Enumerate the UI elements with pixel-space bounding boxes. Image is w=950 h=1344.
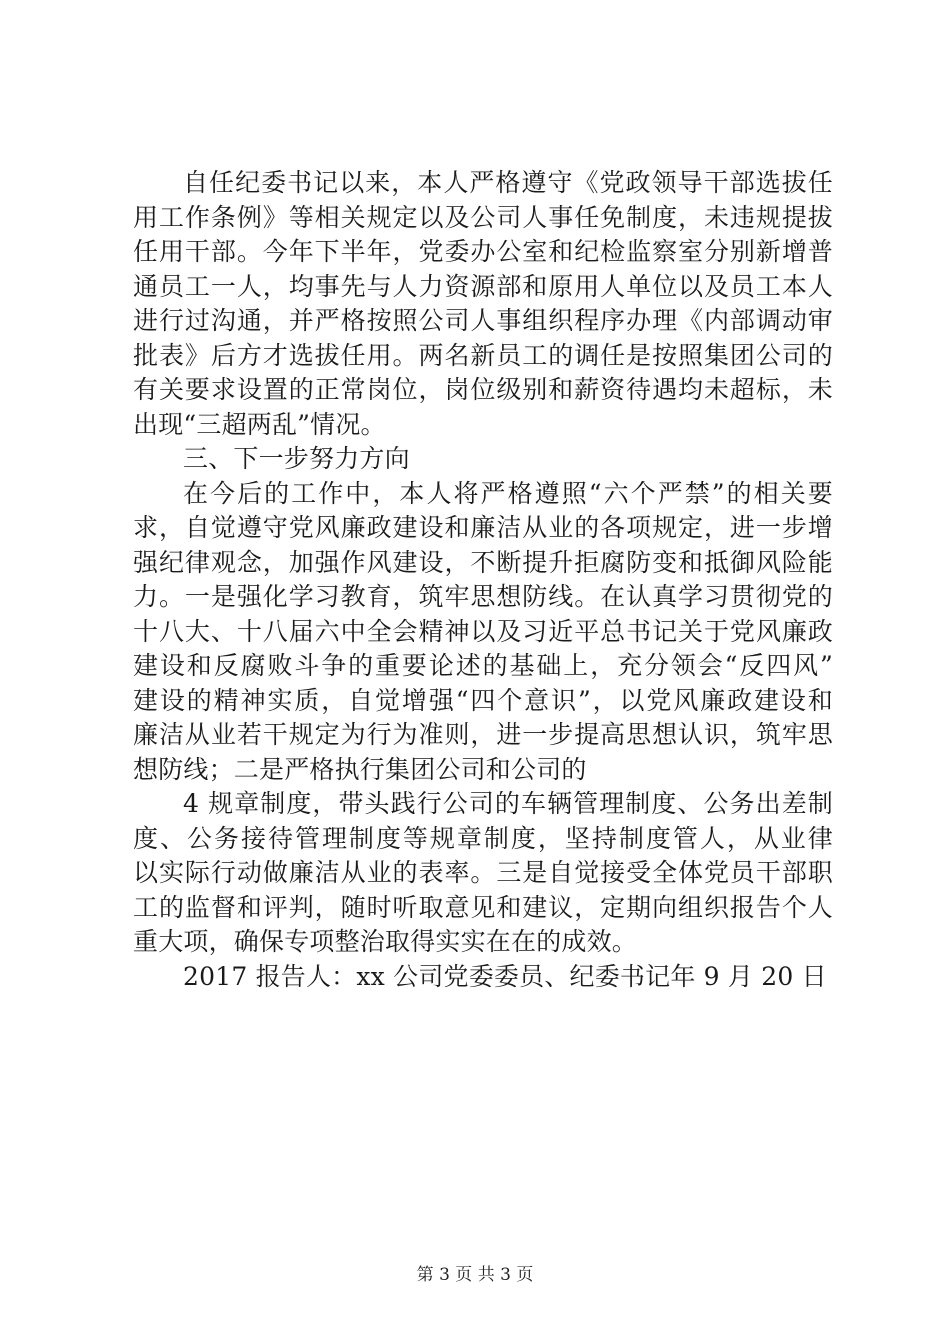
text-line: 想防线；二是严格执行集团公司和公司的 (133, 754, 587, 784)
text-line: 进行过沟通，并严格按照公司人事组织程序办理《内部调动审 (133, 306, 833, 335)
text-line: 任用干部。今年下半年，党委办公室和纪检监察室分别新增普 (133, 237, 833, 266)
document-body (133, 166, 833, 994)
text-line: 批表》后方才选拔任用。两名新员工的调任是按照集团公司的 (133, 340, 833, 370)
text-line: 建设和反腐败斗争的重要论述的基础上，充分领会“反四风” (133, 651, 833, 680)
text-line: 有关要求设置的正常岗位，岗位级别和薪资待遇均未超标，未 (133, 375, 833, 404)
text-line: 求，自觉遵守党风廉政建设和廉洁从业的各项规定，进一步增 (133, 513, 833, 542)
page-footer: 第 3 页 共 3 页 (416, 1265, 534, 1285)
text-line: 建设的精神实质，自觉增强“四个意识”，以党风廉政建设和 (133, 685, 833, 715)
text-line: 在今后的工作中，本人将严格遵照“六个严禁”的相关要 (183, 478, 833, 508)
text-line: 廉洁从业若干规定为行为准则，进一步提高思想认识，筑牢思 (133, 720, 833, 749)
text-line: 力。一是强化学习教育，筑牢思想防线。在认真学习贯彻党的 (133, 582, 833, 611)
text-line: 通员工一人，均事先与人力资源部和原用人单位以及员工本人 (133, 271, 833, 301)
text-line: 2017 报告人：xx 公司党委委员、纪委书记年 9 月 20 日 (183, 961, 827, 991)
text-line: 重大项，确保专项整治取得实实在在的成效。 (133, 927, 638, 956)
text-line: 以实际行动做廉洁从业的表率。三是自觉接受全体党员干部职 (133, 858, 833, 887)
text-line: 度、公务接待管理制度等规章制度，坚持制度管人，从业律 (133, 823, 833, 853)
text-line: 工的监督和评判，随时听取意见和建议，定期向组织报告个人 (133, 892, 833, 922)
text-line: 用工作条例》等相关规定以及公司人事任免制度，未违规提拔 (133, 202, 833, 232)
text-line: 十八大、十八届六中全会精神以及习近平总书记关于党风廉政 (133, 616, 833, 646)
text-line: 自任纪委书记以来，本人严格遵守《党政领导干部选拔任 (183, 168, 833, 197)
text-line: 出现“三超两乱”情况。 (133, 409, 386, 439)
text-line: 4 规章制度，带头践行公司的车辆管理制度、公务出差制 (183, 789, 833, 818)
text-line: 三、下一步努力方向 (183, 444, 410, 473)
text-line: 强纪律观念，加强作风建设，不断提升拒腐防变和抵御风险能 (133, 547, 833, 577)
